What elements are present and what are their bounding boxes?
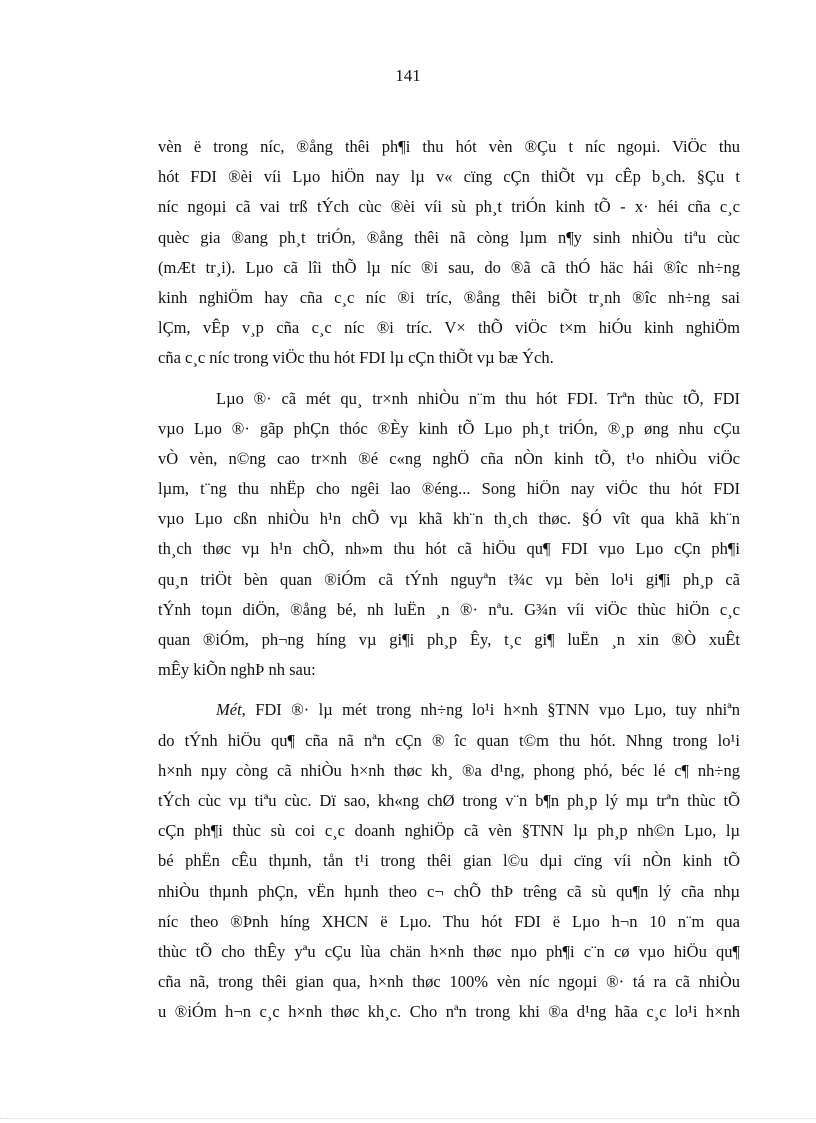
paragraph-3 xyxy=(158,695,740,1027)
text-line: th¸ch thøc vµ h¹n chÕ, nh»m thu hót cã hiÖu qu¶ FDI vµo Lµo cÇn ph¶i xyxy=(158,539,740,559)
text-line: níc theo ®Þnh híng XHCN ë Lµo. Thu hót FDI ë Lµo h¬n 10 n¨m qua xyxy=(158,911,740,931)
text-line xyxy=(158,695,740,725)
page-bottom-rule xyxy=(0,1118,816,1119)
text-line: tÝnh toµn diÖn, ®ång bé, nh luËn ¸n ®· nªu. G¾n víi viÖc thùc hiÖn c¸c xyxy=(158,599,740,619)
paragraph-2 xyxy=(158,384,740,686)
text-line: vµo Lµo ®· gãp phÇn thóc ®Èy kinh tÕ Lµo ph¸t triÓn, ®¸p øng nhu cÇu xyxy=(158,418,740,438)
text-line: hót FDI ®èi víi Lµo hiÖn nay lµ v« cïng cÇn thiÕt vµ cÊp b¸ch. §Çu t xyxy=(158,167,740,187)
text-line: h×nh nµy còng cã nhiÒu h×nh thøc kh¸ ®a d¹ng, phong phó, béc lé c¶ nh÷ng xyxy=(158,760,740,780)
text-line: (mÆt tr¸i). Lµo cã lîi thÕ lµ níc ®i sau, do ®ã cã thÓ häc hái ®îc nh÷ng xyxy=(158,257,740,277)
text-line: lµm, t¨ng thu nhËp cho ngêi lao ®éng... Song hiÖn nay viÖc thu hót FDI xyxy=(158,479,740,499)
text-line: Lµo ®· cã mét qu¸ tr×nh nhiÒu n¨m thu hót FDI. Trªn thùc tÕ, FDI xyxy=(216,388,740,408)
text-line: thùc tÕ cho thÊy yªu cÇu lùa chän h×nh thøc nµo ph¶i c¨n cø vµo hiÖu qu¶ xyxy=(158,941,740,961)
page-number: 141 xyxy=(395,66,421,85)
text-line: cña nã, trong thêi gian qua, h×nh thøc 100% vèn níc ngoµi ®· tá ra cã nhiÒu xyxy=(158,972,740,992)
text-line: tÝch cùc vµ tiªu cùc. Dï sao, kh«ng chØ trong v¨n b¶n ph¸p lý mµ trªn thùc tÕ xyxy=(158,790,740,810)
text-line: qu¸n triÖt bèn quan ®iÓm cã tÝnh nguyªn t¾c vµ bèn lo¹i gi¶i ph¸p cã xyxy=(158,569,740,589)
text-line: vÒ vèn, n©ng cao tr×nh ®é c«ng nghÖ cña nÒn kinh tÕ, t¹o nhiÒu viÖc xyxy=(158,448,740,468)
text-line: mÊy kiÕn nghÞ nh sau: xyxy=(158,660,316,680)
text-line: u ®iÓm h¬n c¸c h×nh thøc kh¸c. Cho nªn trong khi ®a d¹ng hãa c¸c lo¹i h×nh xyxy=(158,1002,740,1022)
text-line: cña c¸c níc trong viÖc thu hót FDI lµ cÇn thiÕt vµ bæ Ých. xyxy=(158,348,554,368)
text-line: lÇm, vÊp v¸p cña c¸c níc ®i tríc. V× thÕ viÖc t×m hiÓu kinh nghiÖm xyxy=(158,318,740,338)
text-line-rest: , FDI ®· lµ mét trong nh÷ng lo¹i h×nh §TNN vµo Lµo, tuy nhiªn xyxy=(241,700,740,720)
text-line: vèn ë trong níc, ®ång thêi ph¶i thu hót vèn ®Çu t níc ngoµi. ViÖc thu xyxy=(158,137,740,156)
text-line: nhiÒu thµnh phÇn, vËn hµnh theo c¬ chÕ thÞ trêng cã sù qu¶n lý cña nhµ xyxy=(158,881,740,901)
text-line: vµo Lµo cßn nhiÒu h¹n chÕ vµ khã kh¨n th¸ch thøc. §Ó vît qua khã kh¨n xyxy=(158,509,740,529)
text-line: do tÝnh hiÖu qu¶ cña nã nªn cÇn ® îc quan t©m thu hót. Nhng trong lo¹i xyxy=(158,730,740,750)
text-line: quan ®iÓm, ph¬ng híng vµ gi¶i ph¸p Êy, t¸c gi¶ luËn ¸n xin ®Ò xuÊt xyxy=(158,630,740,649)
paragraph-1 xyxy=(158,132,740,374)
text-line: níc ngoµi cã vai trß tÝch cùc ®èi víi sù ph¸t triÓn kinh tÕ - x· héi cña c¸c xyxy=(158,197,740,217)
text-line: kinh nghiÖm hay cña c¸c níc ®i tríc, ®ång thêi biÕt tr¸nh ®îc nh÷ng sai xyxy=(158,287,740,307)
italic-lead-word: Mét xyxy=(216,700,242,720)
text-line: bé phËn cÊu thµnh, tån t¹i trong thêi gian l©u dµi cïng víi nÒn kinh tÕ xyxy=(158,851,740,871)
text-line: cÇn ph¶i thùc sù coi c¸c doanh nghiÖp cã vèn §TNN lµ ph¸p nh©n Lµo, lµ xyxy=(158,821,740,841)
document-body xyxy=(158,132,740,1027)
text-line: quèc gia ®ang ph¸t triÓn, ®ång thêi nã còng lµm n¶y sinh nhiÒu tiªu cùc xyxy=(158,227,740,247)
